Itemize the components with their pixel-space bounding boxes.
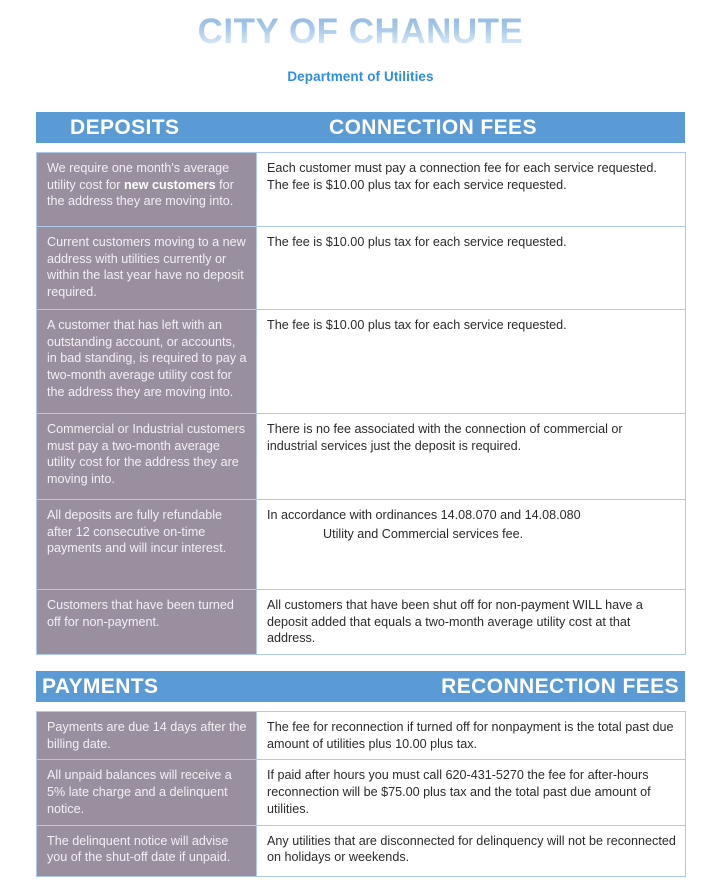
table-row bbox=[37, 712, 686, 760]
table-row bbox=[37, 153, 686, 227]
reconnection-fees-cell-1: The fee for reconnection if turned off for nonpayment is the total past due amount of utilities plus 10.00 plus tax. bbox=[257, 712, 686, 760]
table-payments bbox=[36, 711, 686, 877]
band-label-payments: PAYMENTS bbox=[42, 675, 159, 698]
connection-fees-cell-3: The fee is $10.00 plus tax for each service requested. bbox=[257, 310, 686, 414]
payments-cell-3: The delinquent notice will advise you of the shut-off date if unpaid. bbox=[37, 825, 257, 876]
deposits-cell-4: Commercial or Industrial customers must pay a two-month average utility cost for the address they are moving into. bbox=[37, 414, 257, 500]
table-deposits bbox=[36, 152, 686, 655]
connection-fees-cell-1: Each customer must pay a connection fee for each service requested. The fee is $10.00 plus tax for each service requested. bbox=[257, 153, 686, 227]
table-row bbox=[37, 414, 686, 500]
deposits-cell-6: Customers that have been turned off for non-payment. bbox=[37, 590, 257, 655]
masthead bbox=[0, 0, 721, 84]
section-header-band-payments bbox=[36, 671, 685, 702]
section-header-band-deposits bbox=[36, 112, 685, 143]
deposits-cell-5: All deposits are fully refundable after 12 consecutive on-time payments and will incur interest. bbox=[37, 500, 257, 590]
table-row bbox=[37, 310, 686, 414]
deposits-text-1b: for the address they are moving into. bbox=[47, 177, 234, 209]
deposits-cell-1 bbox=[37, 153, 257, 227]
ordinance-line-1: In accordance with ordinances 14.08.070 and 14.08.080 bbox=[267, 508, 581, 522]
table-row bbox=[37, 590, 686, 655]
band-label-reconnection-fees: RECONNECTION FEES bbox=[441, 675, 679, 698]
band-label-deposits: DEPOSITS bbox=[70, 116, 180, 139]
band-label-connection-fees: CONNECTION FEES bbox=[329, 116, 537, 139]
deposits-cell-3: A customer that has left with an outstanding account, or accounts, in bad standing, is required to pay a two-month average utility cost for the address they are moving into. bbox=[37, 310, 257, 414]
section-deposits bbox=[36, 112, 685, 655]
table-row bbox=[37, 825, 686, 876]
section-payments bbox=[36, 671, 685, 877]
reconnection-fees-cell-2: If paid after hours you must call 620-431-5270 the fee for after-hours reconnection will be $75.00 plus tax and the total past due amount of utilities. bbox=[257, 760, 686, 825]
connection-fees-cell-2: The fee is $10.00 plus tax for each service requested. bbox=[257, 227, 686, 310]
deposits-text-1-bold: new customers bbox=[123, 177, 216, 192]
page-title: CITY OF CHANUTE bbox=[0, 12, 721, 53]
table-row bbox=[37, 760, 686, 825]
deposits-cell-2: Current customers moving to a new address with utilities currently or within the last year have no deposit required. bbox=[37, 227, 257, 310]
department-subtitle: Department of Utilities bbox=[287, 69, 434, 85]
reconnection-fees-cell-3: Any utilities that are disconnected for delinquency will not be reconnected on holidays or weekends. bbox=[257, 825, 686, 876]
table-row bbox=[37, 500, 686, 590]
payments-cell-2: All unpaid balances will receive a 5% late charge and a delinquent notice. bbox=[37, 760, 257, 825]
connection-fees-cell-5 bbox=[257, 500, 686, 590]
ordinance-line-2: Utility and Commercial services fee. bbox=[323, 526, 524, 541]
payments-cell-1: Payments are due 14 days after the billing date. bbox=[37, 712, 257, 760]
connection-fees-cell-4: There is no fee associated with the connection of commercial or industrial services just the deposit is required. bbox=[257, 414, 686, 500]
table-row bbox=[37, 227, 686, 310]
deposits-text-1a: We require one month's average utility cost for bbox=[47, 161, 230, 192]
connection-fees-cell-6: All customers that have been shut off for non-payment WILL have a deposit added that equals a two-month average utility cost at that address. bbox=[257, 590, 686, 655]
